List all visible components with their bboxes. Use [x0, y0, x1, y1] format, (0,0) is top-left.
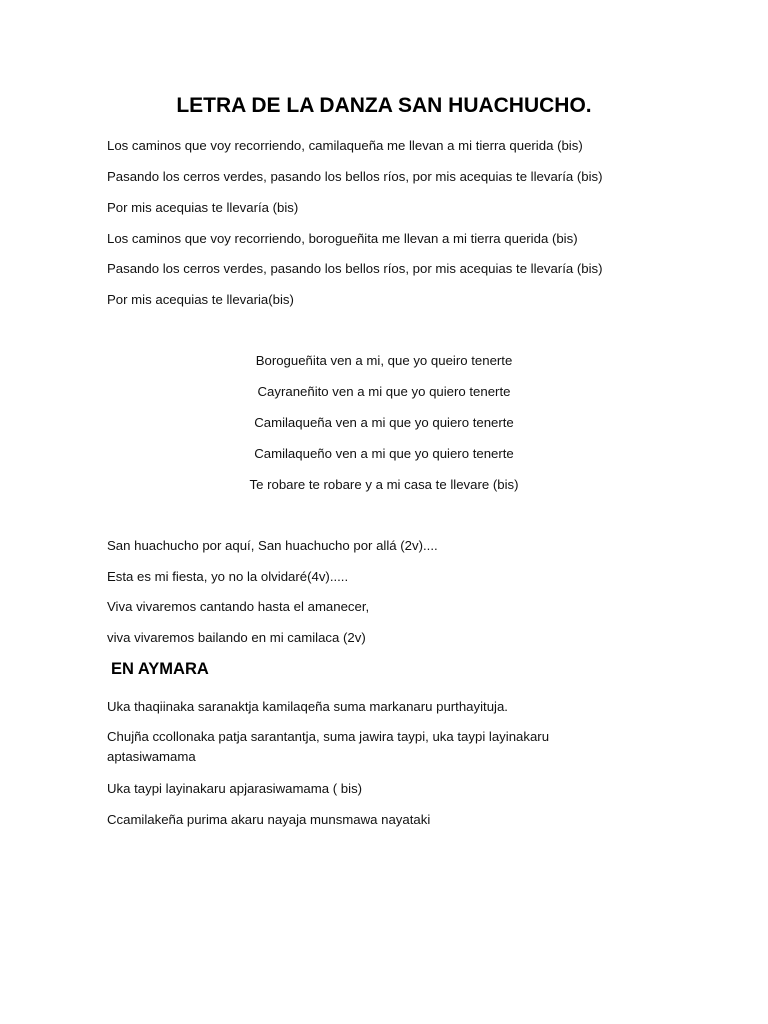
verse2-line: Esta es mi fiesta, yo no la olvidaré(4v)..... — [107, 569, 349, 584]
verse1-line: Los caminos que voy recorriendo, camilaqueña me llevan a mi tierra querida (bis) — [107, 138, 583, 153]
verse2-line: viva vivaremos bailando en mi camilaca (2v) — [107, 630, 366, 645]
verse1-line: Los caminos que voy recorriendo, borogueñita me llevan a mi tierra querida (bis) — [107, 231, 578, 246]
document-title: LETRA DE LA DANZA SAN HUACHUCHO. — [176, 94, 592, 117]
chorus-line: Te robare te robare y a mi casa te llevare (bis) — [249, 477, 519, 492]
verse1-line: Pasando los cerros verdes, pasando los bellos ríos, por mis acequias te llevaría (bis) — [107, 261, 603, 276]
chorus-line: Borogueñita ven a mi, que yo queiro tenerte — [255, 353, 513, 368]
chorus-line: Cayraneñito ven a mi que yo quiero tenerte — [257, 384, 511, 399]
verse1-line: Pasando los cerros verdes, pasando los bellos ríos, por mis acequias te llevaría (bis) — [107, 169, 603, 184]
aymara-line: Chujña ccollonaka patja sarantantja, suma jawira taypi, uka taypi layinakaru aptasiwamama — [107, 729, 550, 764]
verse1-line: Por mis acequias te llevaría (bis) — [107, 200, 299, 215]
aymara-line: Uka taypi layinakaru apjarasiwamama ( bis) — [107, 781, 363, 796]
verse1-line: Por mis acequias te llevaria(bis) — [107, 292, 294, 307]
aymara-heading: EN AYMARA — [111, 660, 209, 678]
chorus-line: Camilaqueña ven a mi que yo quiero tenerte — [254, 415, 514, 430]
aymara-line: Ccamilakeña purima akaru nayaja munsmawa nayataki — [107, 812, 431, 827]
verse2-line: Viva vivaremos cantando hasta el amanecer, — [107, 599, 370, 614]
aymara-line: Uka thaqiinaka saranaktja kamilaqeña suma markanaru purthayituja. — [107, 699, 508, 714]
chorus-line: Camilaqueño ven a mi que yo quiero tenerte — [254, 446, 514, 461]
verse2-line: San huachucho por aquí, San huachucho por allá (2v).... — [107, 538, 438, 553]
